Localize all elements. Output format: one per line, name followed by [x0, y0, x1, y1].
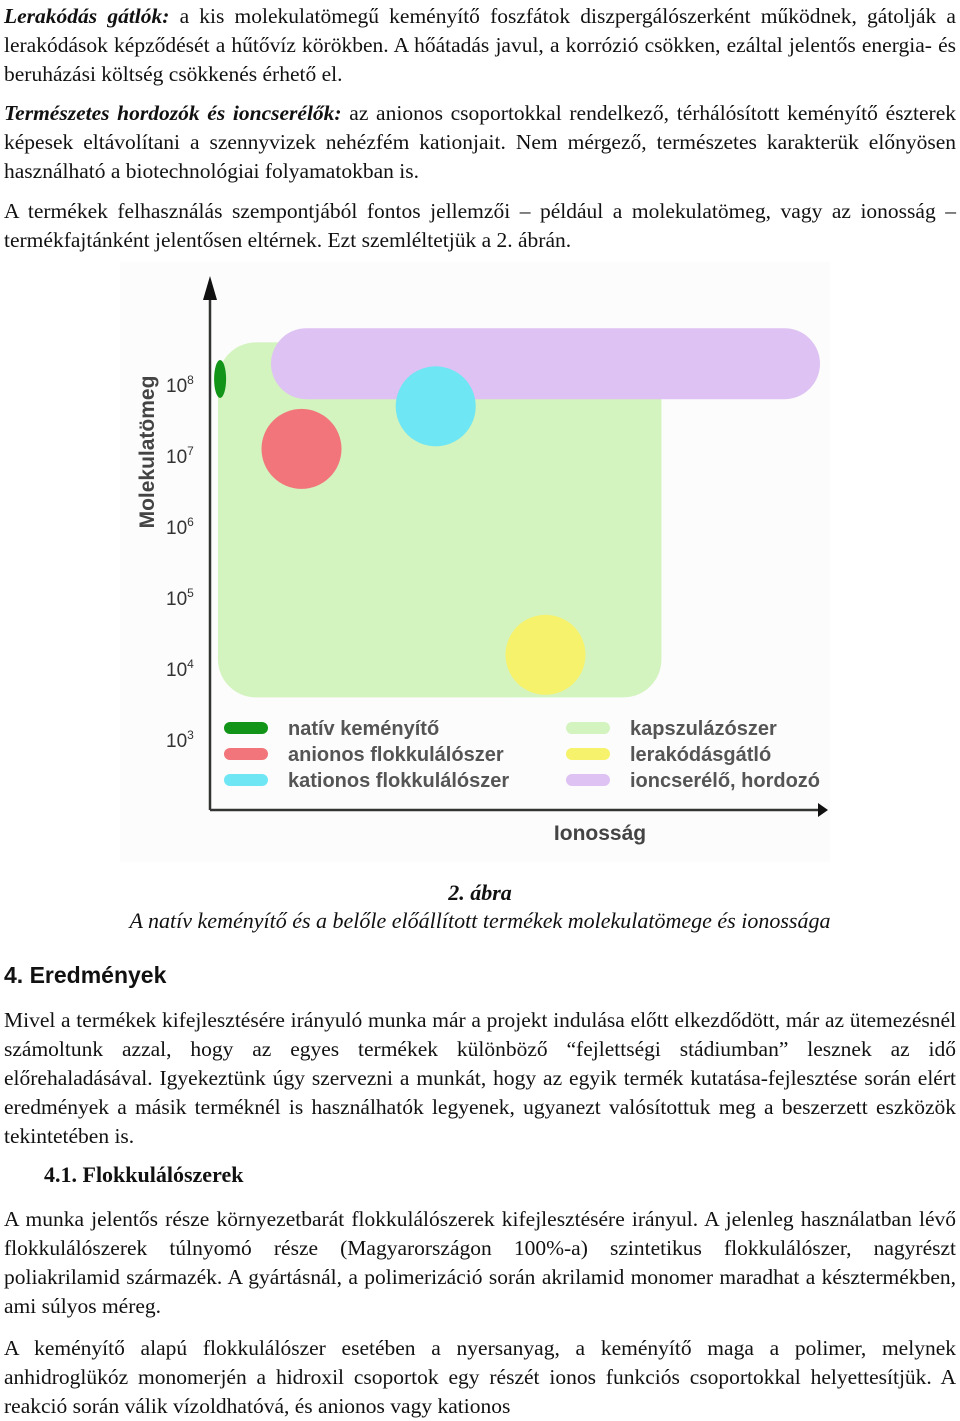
- legend-label: anionos flokkulálószer: [288, 744, 504, 766]
- legend-swatch: [566, 748, 610, 760]
- region-natív: [214, 360, 226, 398]
- y-tick-label: $10^4$: [166, 657, 194, 681]
- region-kationos: [396, 366, 476, 446]
- legend-swatch: [566, 774, 610, 786]
- paragraph-label: Természetes hordozók és ioncserélők:: [4, 101, 342, 125]
- region-ioncserélő: [271, 328, 820, 399]
- legend-swatch: [224, 774, 268, 786]
- figure-number: 2. ábra: [448, 880, 512, 905]
- subsection-heading: 4.1. Flokkulálószerek: [44, 1162, 244, 1187]
- y-tick-label: $10^3$: [166, 728, 194, 752]
- legend-swatch: [224, 748, 268, 760]
- y-axis-label: Molekulatömeg: [136, 375, 159, 529]
- paragraph-lerakodas-gatlok: [4, 2, 956, 89]
- legend-label: natív keményítő: [288, 718, 440, 740]
- legend-label: kationos flokkulálószer: [288, 770, 510, 792]
- y-tick-label: $10^8$: [166, 373, 194, 397]
- figure-caption: A natív keményítő és a belőle előállított termékek molekulatömege és ionossága: [129, 908, 831, 933]
- legend-swatch: [224, 722, 268, 734]
- section-heading: 4. Eredmények: [4, 962, 167, 988]
- paragraph-text: az anionos csoportokkal rendelkező, térhálósított keményítő észterek képesek eltávolítani a szennyvizek nehézfém kationjait. Nem mérgező, természetes karakterük előnyösen használható a biotechnológiai folyamatokban is.: [4, 101, 956, 183]
- y-tick-label: $10^6$: [166, 515, 194, 539]
- paragraph-flokkulaloszerek: A munka jelentős része környezetbarát flokkulálószerek kifejlesztésére irányul. A jelenleg használatban lévő flokkulálószerek túlnyomó része (Magyarországon 100%-a) szintetikus flokkulálószer, nagyrészt poliakrilamid származék. A gyártásnál, a polimerizáció során akrilamid monomer maradhat a késztermékben, ami súlyos méreg.: [4, 1207, 956, 1318]
- y-tick-label: $10^7$: [166, 444, 194, 468]
- region-lerakódásgátló: [506, 615, 586, 695]
- y-tick-label: $10^5$: [166, 586, 194, 610]
- legend-label: ioncserélő, hordozó: [630, 770, 821, 792]
- paragraph-kemenyito-alapu: A keményítő alapú flokkulálószer esetében a nyersanyag, a keményítő maga a polimer, melynek anhidroglükóz monomerjén a hidroxil csoportok egy részét ionos funkciós csoportokkal helyettesítjük. A reakció során válik vízoldhatóvá, és anionos vagy kationos: [4, 1336, 956, 1418]
- paragraph-text: a kis molekulatömegű keményítő foszfátok diszpergálószerként működnek, gátolják a lerakódások képződését a hűtővíz körökben. A hőátadás javul, a korrózió csökken, ezáltal jelentős energia- és beruházási költség csökkenés érhető el.: [4, 4, 956, 86]
- x-axis-label: Ionosság: [553, 822, 647, 845]
- paragraph-termeszetes-hordozok: [4, 99, 956, 186]
- legend-label: lerakódásgátló: [630, 744, 772, 766]
- legend-swatch: [566, 722, 610, 734]
- legend-label: kapszulázószer: [630, 718, 777, 740]
- paragraph-termek-jellemzok: A termékek felhasználás szempontjából fontos jellemzői – például a molekulatömeg, vagy az ionosság – termékfajtánként jelentősen eltérnek. Ezt szemléltetjük a 2. ábrán.: [4, 199, 956, 252]
- region-anionos: [262, 409, 342, 489]
- paragraph-munka-szervezes: Mivel a termékek kifejlesztésére irányuló munka már a projekt indulása előtt elkezdődött, már az ütemezésnél számoltunk azzal, hogy az egyes termékek különböző “fejlettségi stádiumban” lesznek az idő előrehaladásával. Igyekeztünk úgy szervezni a munkát, hogy az egyik termék kutatása-fejlesztése során elért eredmények a másik terméknél is használhatók legyenek, ugyanezt valósítottuk meg a beszerzett eszközök tekintetében is.: [4, 1008, 956, 1148]
- paragraph-label: Lerakódás gátlók:: [4, 4, 170, 28]
- molecular-weight-ionicity-chart: [120, 262, 830, 862]
